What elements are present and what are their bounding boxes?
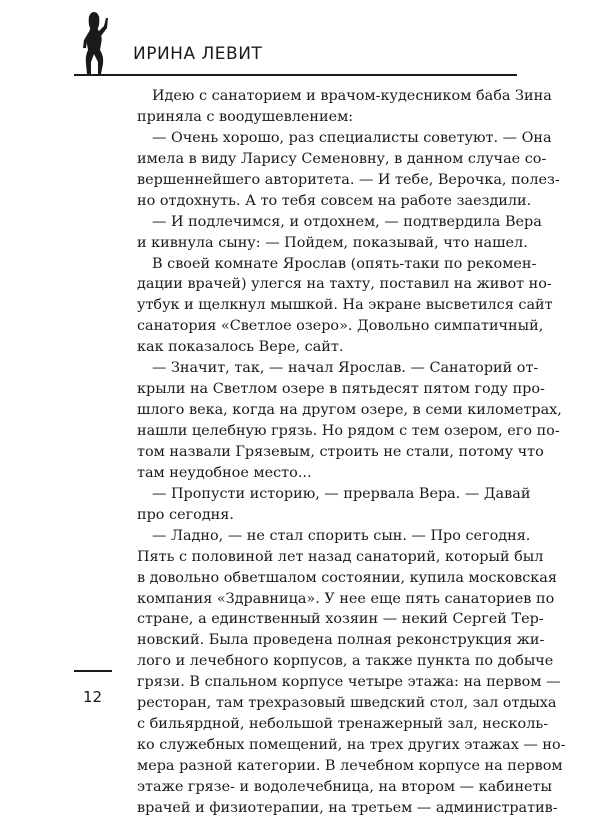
header-divider bbox=[74, 74, 517, 76]
page-number: 12 bbox=[83, 688, 103, 706]
text-line: в довольно обветшалом состоянии, купила московская bbox=[137, 569, 557, 586]
text-line: там неудобное место... bbox=[137, 464, 312, 481]
text-line: шлого века, когда на другом озере, в семи километрах, bbox=[137, 402, 562, 419]
text-line: Идею с санаторием и врачом-кудесником баба Зина bbox=[152, 88, 552, 104]
text-line: — И подлечимся, и отдохнем, — подтвердила Вера bbox=[152, 213, 542, 230]
text-line: ко служебных помещений, на трех других этажах — но- bbox=[137, 737, 566, 754]
text-line: как показалось Вере, сайт. bbox=[137, 339, 344, 356]
text-line: с бильярдной, небольшой тренажерный зал, несколь- bbox=[137, 716, 549, 733]
text-line: нашли целебную грязь. Но рядом с тем озером, его по- bbox=[137, 423, 560, 439]
text-line: — Очень хорошо, раз специалисты советуют. — Она bbox=[152, 129, 552, 146]
text-line: этаже грязе- и водолечебница, на втором — кабинеты bbox=[137, 778, 552, 795]
footer-divider bbox=[74, 670, 112, 672]
author-name: ИРИНА ЛЕВИТ bbox=[133, 44, 263, 64]
text-line: лого и лечебного корпусов, а также пункта по добыче bbox=[137, 653, 554, 670]
text-line: приняла с воодушевлением: bbox=[137, 108, 354, 125]
text-line: Пять с половиной лет назад санаторий, который был bbox=[137, 548, 544, 565]
page-header bbox=[0, 0, 600, 80]
text-line: вершеннейшего авторитета. — И тебе, Верочка, полез- bbox=[137, 171, 560, 188]
text-line: компания «Здравница». У нее еще пять санаториев по bbox=[137, 590, 555, 607]
text-line: — Ладно, — не стал спорить сын. — Про сегодня. bbox=[152, 527, 531, 544]
text-line: том назвали Грязевым, строить не стали, потому что bbox=[137, 443, 544, 460]
text-line: грязи. В спальном корпусе четыре этажа: на первом — bbox=[137, 674, 561, 691]
text-line: В своей комнате Ярослав (опять-таки по рекомен- bbox=[152, 255, 537, 272]
text-line: санатория «Светлое озеро». Довольно симпатичный, bbox=[137, 318, 544, 335]
body-text bbox=[137, 86, 566, 819]
text-line: — Значит, так, — начал Ярослав. — Санаторий от- bbox=[152, 360, 539, 377]
text-line: и кивнула сыну: — Пойдем, показывай, что нашел. bbox=[137, 234, 528, 251]
text-line: дации врачей) улегся на тахту, поставил на живот но- bbox=[137, 276, 552, 293]
text-line: — Пропусти историю, — прервала Вера. — Давай bbox=[152, 485, 531, 502]
text-line: но отдохнуть. А то тебя совсем на работе заездили. bbox=[137, 192, 532, 209]
text-line: крыли на Светлом озере в пятьдесят пятом году про- bbox=[137, 381, 545, 398]
text-line: врачей и физиотерапии, на третьем — административ- bbox=[137, 799, 558, 816]
text-line: мера разной категории. В лечебном корпусе на первом bbox=[137, 758, 563, 774]
text-line: стране, а единственный хозяин — некий Сергей Тер- bbox=[137, 611, 544, 628]
text-line: утбук и щелкнул мышкой. На экране высветился сайт bbox=[137, 297, 553, 314]
text-line: новский. Была проведена полная реконструкция жи- bbox=[137, 632, 545, 649]
text-line: ресторан, там трехразовый шведский стол, зал отдыха bbox=[137, 695, 557, 712]
woman-silhouette-icon bbox=[74, 10, 114, 76]
text-line: про сегодня. bbox=[137, 506, 234, 523]
text-line: имела в виду Ларису Семеновну, в данном случае со- bbox=[137, 150, 547, 167]
